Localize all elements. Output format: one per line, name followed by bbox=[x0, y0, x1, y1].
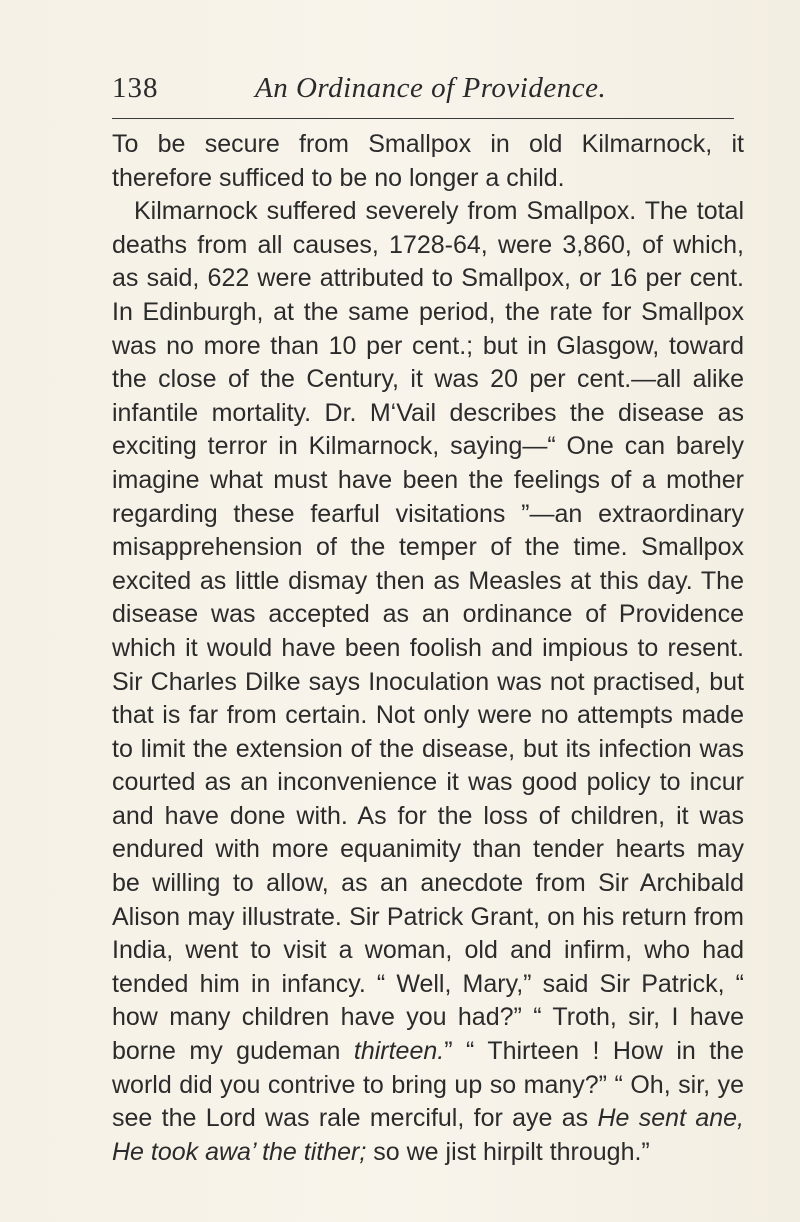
paragraph-2-text-a: Kilmarnock suffered severely from Smallpox. The total deaths from all causes, 1728-64, were 3,860, of which, as said, 622 were attributed to Smallpox, or 16 per cent. In Edinburgh, at the same period, the rate for Smallpox was no more than 10 per cent.; but in Glasgow, toward the close of the Century, it was 20 per cent.—all alike infantile mortality. Dr. M‘Vail describes the disease as exciting terror in Kilmarnock, saying—“ One can barely imagine what must have been the feelings of a mother regarding these fearful visitations ”—an extraordinary misapprehension of the temper of the time. Smallpox excited as little dismay then as Measles at this day. The disease was accepted as an ordinance of Providence which it would have been foolish and impious to resent. Sir Charles Dilke says Inoculation was not practised, but that is far from certain. Not only were no attempts made to limit the extension of the disease, but its infection was courted as an inconvenience it was good policy to incur and have done with. As for the loss of children, it was endured with more equanimity than tender hearts may be willing to allow, as an anecdote from Sir Archibald Alison may illustrate. Sir Patrick Grant, on his return from India, went to visit a woman, old and infirm, who had tended him in infancy. “ Well, Mary,” said Sir Patrick, “ how many children have you had?” “ Troth, sir, I have borne my gudeman bbox=[112, 197, 744, 1066]
running-title: An Ordinance of Providence. bbox=[255, 72, 607, 104]
page-header bbox=[112, 70, 732, 114]
paragraph-2-text-b: ” “ Thirteen ! How in the world did you contrive to bring up so many?” “ Oh, sir, ye see the Lord was rale merciful, for aye as bbox=[112, 1037, 744, 1133]
paragraph-2-italic-a: thirteen. bbox=[353, 1037, 445, 1066]
paragraph-2-text-c: so we jist hirpilt through.” bbox=[366, 1137, 650, 1166]
body-text bbox=[112, 128, 744, 1169]
paragraph-1: To be secure from Smallpox in old Kilmarnock, it therefore sufficed to be no longer a child. bbox=[112, 130, 744, 192]
paragraph-2-italic-b: He sent ane, He took awa’ the tither; bbox=[112, 1104, 744, 1166]
paragraph-2 bbox=[112, 195, 744, 1169]
page-number: 138 bbox=[112, 72, 159, 104]
header-rule bbox=[112, 118, 734, 119]
